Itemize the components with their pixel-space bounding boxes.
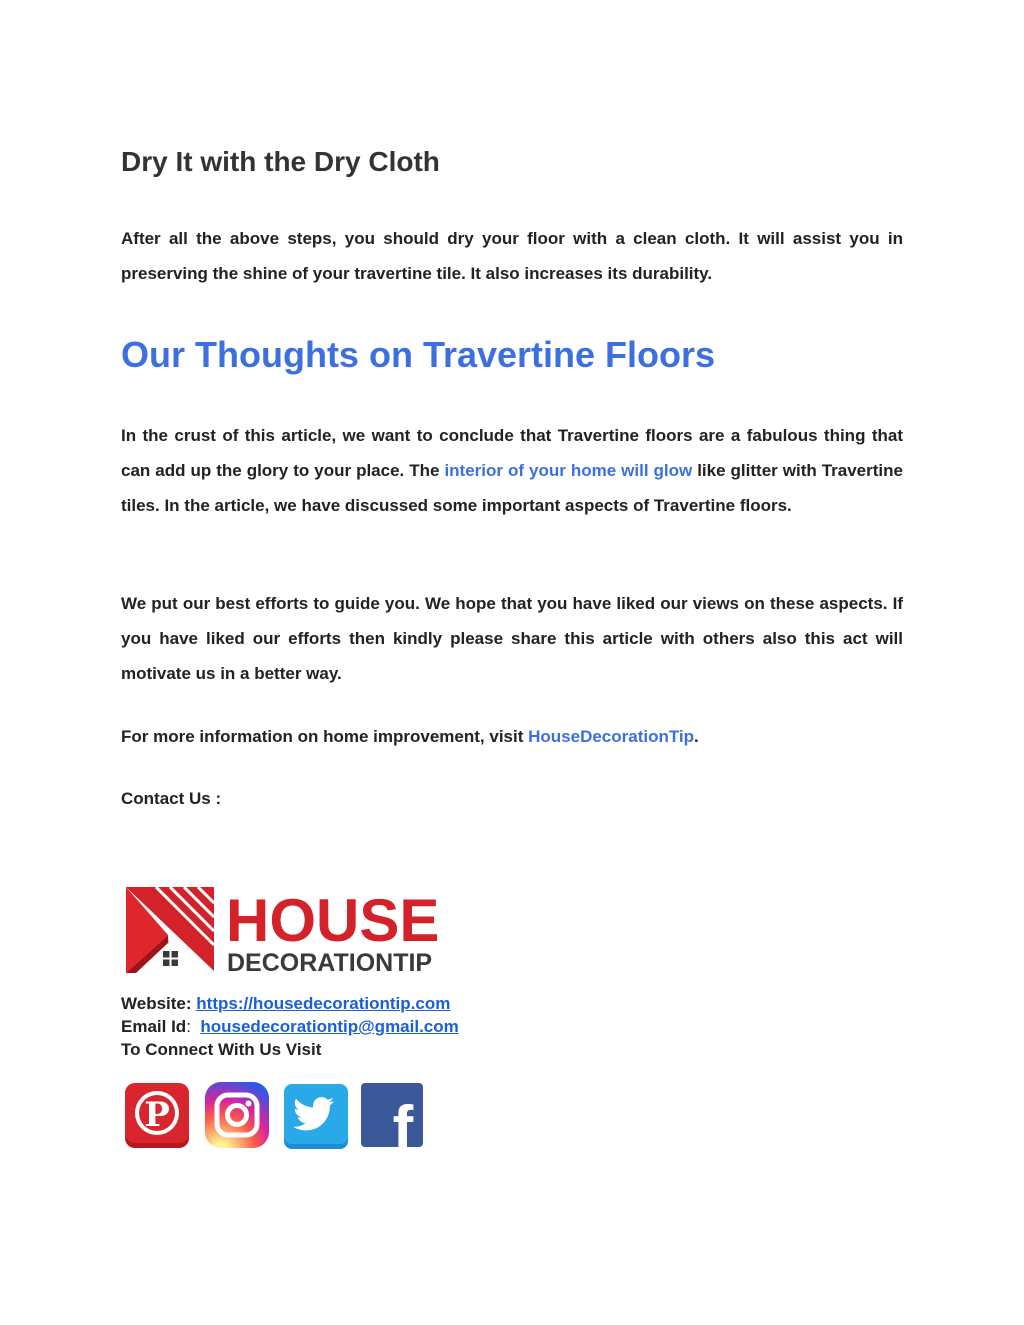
connect-text: To Connect With Us Visit <box>121 1040 322 1059</box>
contact-block <box>121 992 459 1061</box>
pinterest-glyph: P <box>144 1095 170 1135</box>
pinterest-icon[interactable] <box>123 1081 191 1151</box>
paragraph-dry-cloth: After all the above steps, you should dry your floor with a clean cloth. It will assist you in preserving the shine of your travertine tile. It also increases its durability. <box>121 229 903 283</box>
twitter-icon[interactable] <box>282 1081 350 1151</box>
instagram-icon[interactable] <box>203 1081 271 1151</box>
section-heading-thoughts: Our Thoughts on Travertine Floors <box>121 334 716 375</box>
paragraph-conclusion <box>121 418 903 523</box>
section-heading-dry-cloth: Dry It with the Dry Cloth <box>121 146 440 177</box>
logo-text-house: HOUSE <box>226 887 440 954</box>
more-info-text: For more information on home improvement, visit <box>121 727 529 746</box>
house-decorationtip-logo <box>126 885 496 977</box>
email-link[interactable]: housedecorationtip@gmail.com <box>200 1017 459 1036</box>
website-row <box>121 992 459 1015</box>
interior-glow-link[interactable]: interior of your home will glow <box>444 461 693 480</box>
more-info-period: . <box>694 727 699 746</box>
website-label: Website: <box>121 994 192 1013</box>
paragraph-conclusion-text-1: In the crust of this article, we want to conclude that Travertine floors are a fabulous thing that can add up the glory to your place. The <box>121 426 903 480</box>
paragraph-more-info <box>121 719 903 754</box>
facebook-glyph: f <box>392 1094 414 1151</box>
email-colon: : <box>186 1017 191 1036</box>
contact-us-heading: Contact Us : <box>121 789 222 808</box>
paragraph-efforts: We put our best efforts to guide you. We hope that you have liked our views on these aspects. If you have liked our efforts then kindly please share this article with others also this act will motivate us in a better way. <box>121 594 903 683</box>
logo-mark-icon <box>126 887 214 973</box>
facebook-icon[interactable] <box>359 1081 427 1151</box>
paragraph-conclusion-text-2: like glitter with Travertine tiles. In the article, we have discussed some important aspects of Travertine floors. <box>121 461 903 515</box>
email-row <box>121 1015 459 1038</box>
logo-text-decorationtip: DECORATIONTIP <box>227 949 433 977</box>
website-link[interactable]: https://housedecorationtip.com <box>196 994 451 1013</box>
email-label: Email Id <box>121 1017 187 1036</box>
housedecorationtip-link[interactable]: HouseDecorationTip <box>528 727 695 746</box>
